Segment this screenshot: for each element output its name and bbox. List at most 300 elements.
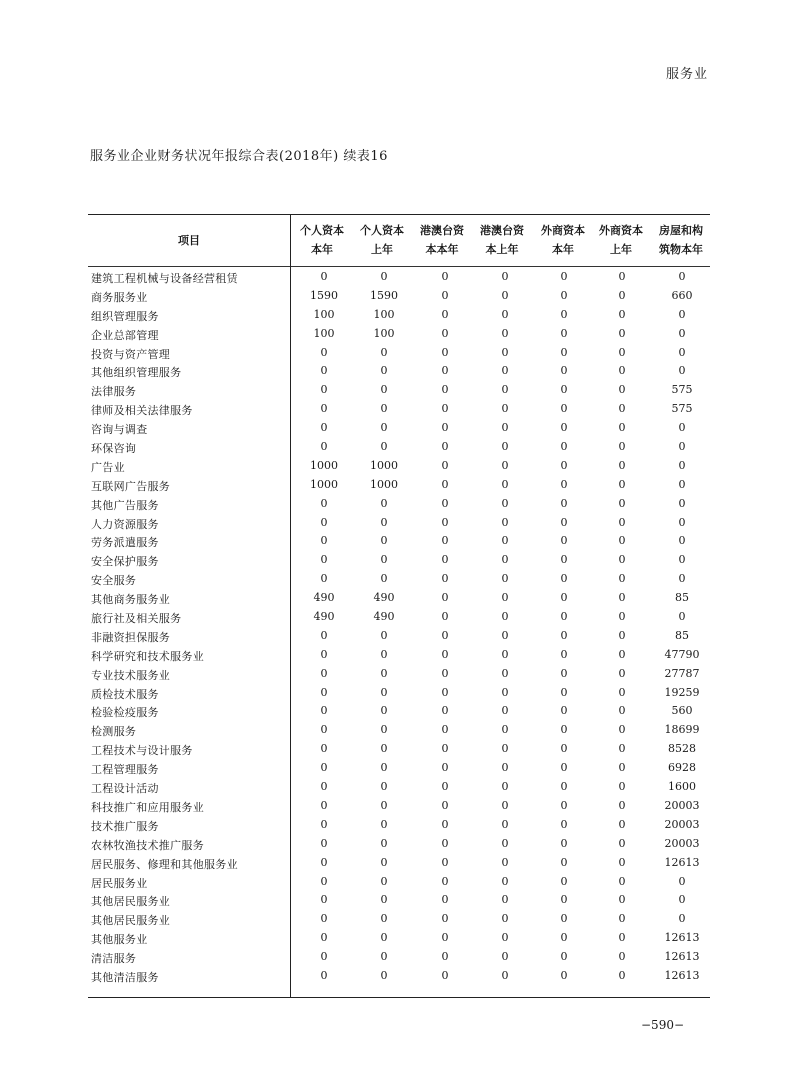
table-cell: 0 xyxy=(560,421,568,435)
table-cell: 12613 xyxy=(664,855,700,869)
table-cell: 0 xyxy=(320,761,328,775)
table-cell: 0 xyxy=(320,893,328,907)
row-label: 清洁服务 xyxy=(91,952,137,966)
table-row xyxy=(88,836,710,855)
row-label: 商务服务业 xyxy=(91,290,148,304)
table-cell: 0 xyxy=(501,893,509,907)
table-cell: 0 xyxy=(380,572,388,586)
table-cell: 0 xyxy=(380,761,388,775)
row-label: 劳务派遣服务 xyxy=(91,536,159,550)
table-cell: 0 xyxy=(560,307,568,321)
table-cell: 0 xyxy=(380,723,388,737)
table-cell: 0 xyxy=(380,912,388,926)
table-cell: 0 xyxy=(501,685,509,699)
column-header-hk-macao-taiwan-current: 港澳台资 本本年 xyxy=(420,224,464,256)
table-cell: 0 xyxy=(501,572,509,586)
table-cell: 0 xyxy=(380,402,388,416)
table-row xyxy=(88,590,710,609)
table-cell: 560 xyxy=(671,704,693,718)
table-cell: 0 xyxy=(560,458,568,472)
table-cell: 0 xyxy=(560,440,568,454)
table-cell: 575 xyxy=(671,402,693,416)
row-label: 其他清洁服务 xyxy=(91,970,159,984)
table-row xyxy=(88,798,710,817)
table-cell: 0 xyxy=(320,402,328,416)
table-cell: 18699 xyxy=(664,723,700,737)
table-cell: 0 xyxy=(501,326,509,340)
table-cell: 0 xyxy=(501,270,509,283)
row-label: 企业总部管理 xyxy=(91,328,159,342)
table-cell: 0 xyxy=(501,798,509,812)
table-cell: 20003 xyxy=(664,798,700,812)
table-cell: 0 xyxy=(678,515,686,529)
table-cell: 0 xyxy=(441,685,449,699)
table-cell: 0 xyxy=(441,817,449,831)
table-cell: 0 xyxy=(618,761,626,775)
table-cell: 27787 xyxy=(664,666,700,680)
table-cell: 1590 xyxy=(370,288,398,302)
table-row xyxy=(88,533,710,552)
table-cell: 0 xyxy=(380,270,388,283)
table-cell: 0 xyxy=(320,836,328,850)
table-cell: 0 xyxy=(618,553,626,567)
row-label: 农林牧渔技术推广服务 xyxy=(91,838,204,852)
table-row xyxy=(88,817,710,836)
table-cell: 0 xyxy=(618,458,626,472)
row-label: 其他广告服务 xyxy=(91,498,159,512)
table-cell: 0 xyxy=(618,874,626,888)
table-cell: 0 xyxy=(501,723,509,737)
table-cell: 0 xyxy=(560,704,568,718)
table-cell: 0 xyxy=(560,817,568,831)
table-cell: 0 xyxy=(618,307,626,321)
table-cell: 0 xyxy=(560,761,568,775)
table-cell: 0 xyxy=(618,383,626,397)
table-cell: 0 xyxy=(501,440,509,454)
table-row xyxy=(88,363,710,382)
table-cell: 20003 xyxy=(664,836,700,850)
table-cell: 0 xyxy=(501,553,509,567)
row-label: 工程管理服务 xyxy=(91,763,159,777)
table-cell: 0 xyxy=(560,931,568,945)
table-cell: 0 xyxy=(380,836,388,850)
table-row xyxy=(88,571,710,590)
table-cell: 0 xyxy=(320,912,328,926)
table-cell: 0 xyxy=(501,912,509,926)
table-cell: 0 xyxy=(618,628,626,642)
table-cell: 0 xyxy=(678,534,686,548)
row-label: 旅行社及相关服务 xyxy=(91,612,182,626)
table-cell: 0 xyxy=(501,458,509,472)
table-row xyxy=(88,892,710,911)
table-bottom-rule xyxy=(88,997,710,998)
table-cell: 12613 xyxy=(664,931,700,945)
row-label: 其他服务业 xyxy=(91,933,148,947)
table-cell: 0 xyxy=(501,364,509,378)
table-cell: 0 xyxy=(320,534,328,548)
table-row xyxy=(88,911,710,930)
page-number: −590− xyxy=(641,1018,685,1032)
table-row xyxy=(88,401,710,420)
table-cell: 0 xyxy=(501,477,509,491)
table-cell: 0 xyxy=(441,402,449,416)
table-row xyxy=(88,685,710,704)
table-row xyxy=(88,288,710,307)
table-cell: 0 xyxy=(380,628,388,642)
row-label: 科学研究和技术服务业 xyxy=(91,649,204,663)
table-cell: 0 xyxy=(441,591,449,605)
table-cell: 0 xyxy=(441,874,449,888)
table-cell: 575 xyxy=(671,383,693,397)
row-label: 其他组织管理服务 xyxy=(91,366,182,380)
table-cell: 0 xyxy=(320,421,328,435)
table-cell: 0 xyxy=(380,685,388,699)
table-cell: 0 xyxy=(380,534,388,548)
table-cell: 0 xyxy=(618,326,626,340)
table-cell: 0 xyxy=(380,855,388,869)
table-cell: 0 xyxy=(380,968,388,982)
row-label: 咨询与调查 xyxy=(91,423,148,437)
table-cell: 0 xyxy=(501,836,509,850)
table-cell: 0 xyxy=(320,855,328,869)
table-row xyxy=(88,326,710,345)
table-cell: 0 xyxy=(320,798,328,812)
table-cell: 0 xyxy=(560,912,568,926)
table-cell: 0 xyxy=(320,553,328,567)
table-cell: 0 xyxy=(380,780,388,794)
table-cell: 0 xyxy=(320,572,328,586)
row-label: 安全服务 xyxy=(91,574,137,588)
row-label: 工程技术与设计服务 xyxy=(91,744,193,758)
table-cell: 0 xyxy=(380,874,388,888)
table-cell: 0 xyxy=(560,855,568,869)
table-cell: 0 xyxy=(618,647,626,661)
column-header-foreign-capital-current: 外商资本 本年 xyxy=(541,224,585,256)
table-cell: 8528 xyxy=(668,742,696,756)
table-cell: 1600 xyxy=(668,780,696,794)
table-cell: 0 xyxy=(618,477,626,491)
table-cell: 0 xyxy=(380,364,388,378)
table-cell: 0 xyxy=(501,496,509,510)
column-header-hk-macao-taiwan-previous: 港澳台资 本上年 xyxy=(480,224,524,256)
table-cell: 0 xyxy=(618,345,626,359)
table-row xyxy=(88,647,710,666)
table-cell: 0 xyxy=(618,440,626,454)
table-cell: 0 xyxy=(441,931,449,945)
table-row xyxy=(88,760,710,779)
row-label: 专业技术服务业 xyxy=(91,668,171,682)
table-cell: 0 xyxy=(380,950,388,964)
table-cell: 0 xyxy=(678,553,686,567)
table-cell: 0 xyxy=(441,307,449,321)
table-cell: 0 xyxy=(501,610,509,624)
table-cell: 0 xyxy=(560,383,568,397)
table-cell: 0 xyxy=(441,477,449,491)
table-cell: 0 xyxy=(501,761,509,775)
row-label: 投资与资产管理 xyxy=(91,347,171,361)
table-cell: 0 xyxy=(560,893,568,907)
table-cell: 0 xyxy=(560,364,568,378)
table-cell: 0 xyxy=(678,326,686,340)
table-cell: 490 xyxy=(313,591,335,605)
table-cell: 0 xyxy=(618,402,626,416)
table-cell: 0 xyxy=(501,288,509,302)
table-cell: 0 xyxy=(441,326,449,340)
table-cell: 0 xyxy=(441,912,449,926)
table-cell: 0 xyxy=(560,553,568,567)
table-cell: 0 xyxy=(618,931,626,945)
table-cell: 0 xyxy=(441,572,449,586)
table-cell: 0 xyxy=(560,798,568,812)
table-cell: 0 xyxy=(501,855,509,869)
table-cell: 0 xyxy=(501,742,509,756)
table-row xyxy=(88,930,710,949)
row-label: 组织管理服务 xyxy=(91,309,159,323)
table-row xyxy=(88,269,710,288)
column-header-foreign-capital-previous: 外商资本 上年 xyxy=(599,224,643,256)
table-cell: 0 xyxy=(501,780,509,794)
table-cell: 0 xyxy=(380,704,388,718)
table-cell: 0 xyxy=(380,798,388,812)
table-cell: 0 xyxy=(320,440,328,454)
table-cell: 0 xyxy=(441,666,449,680)
table-cell: 0 xyxy=(380,666,388,680)
table-cell: 0 xyxy=(560,345,568,359)
table-cell: 0 xyxy=(441,742,449,756)
table-cell: 0 xyxy=(501,402,509,416)
table-row xyxy=(88,439,710,458)
table-cell: 0 xyxy=(618,364,626,378)
table-cell: 0 xyxy=(501,968,509,982)
table-cell: 0 xyxy=(560,723,568,737)
table-cell: 0 xyxy=(320,270,328,283)
table-cell: 0 xyxy=(320,874,328,888)
table-cell: 0 xyxy=(441,421,449,435)
table-cell: 0 xyxy=(560,647,568,661)
table-cell: 0 xyxy=(320,647,328,661)
row-label: 建筑工程机械与设备经营租赁 xyxy=(91,272,238,285)
table-cell: 0 xyxy=(618,723,626,737)
table-cell: 47790 xyxy=(664,647,700,661)
table-cell: 0 xyxy=(618,496,626,510)
table-row xyxy=(88,609,710,628)
table-row xyxy=(88,666,710,685)
table-cell: 0 xyxy=(618,515,626,529)
table-cell: 0 xyxy=(380,383,388,397)
table-cell: 85 xyxy=(675,628,689,642)
table-cell: 0 xyxy=(501,931,509,945)
table-cell: 0 xyxy=(618,893,626,907)
table-cell: 0 xyxy=(320,515,328,529)
table-cell: 0 xyxy=(380,742,388,756)
table-cell: 0 xyxy=(618,742,626,756)
table-cell: 1590 xyxy=(310,288,338,302)
table-cell: 0 xyxy=(441,270,449,283)
table-cell: 0 xyxy=(441,647,449,661)
table-row xyxy=(88,420,710,439)
row-label: 其他居民服务业 xyxy=(91,895,171,909)
table-cell: 0 xyxy=(441,780,449,794)
table-cell: 0 xyxy=(560,326,568,340)
table-cell: 0 xyxy=(560,572,568,586)
table-cell: 0 xyxy=(618,836,626,850)
table-cell: 0 xyxy=(618,855,626,869)
table-cell: 0 xyxy=(618,270,626,283)
table-cell: 0 xyxy=(320,685,328,699)
table-cell: 0 xyxy=(618,610,626,624)
table-row xyxy=(88,515,710,534)
table-cell: 20003 xyxy=(664,817,700,831)
table-cell: 0 xyxy=(560,496,568,510)
table-cell: 0 xyxy=(380,440,388,454)
table-cell: 0 xyxy=(320,383,328,397)
row-label: 居民服务业 xyxy=(91,876,148,890)
table-cell: 0 xyxy=(320,742,328,756)
table-cell: 0 xyxy=(320,666,328,680)
table-cell: 1000 xyxy=(370,477,398,491)
table-cell: 0 xyxy=(441,515,449,529)
table-cell: 0 xyxy=(441,950,449,964)
table-cell: 0 xyxy=(320,704,328,718)
table-row xyxy=(88,496,710,515)
table-cell: 0 xyxy=(560,666,568,680)
table-cell: 0 xyxy=(678,270,686,283)
table-cell: 660 xyxy=(671,288,693,302)
row-label: 安全保护服务 xyxy=(91,555,159,569)
table-cell: 0 xyxy=(441,836,449,850)
table-cell: 0 xyxy=(380,647,388,661)
row-label: 质检技术服务 xyxy=(91,687,159,701)
row-label: 工程设计活动 xyxy=(91,782,159,796)
table-cell: 0 xyxy=(441,364,449,378)
table-row xyxy=(88,855,710,874)
table-cell: 12613 xyxy=(664,950,700,964)
table-cell: 0 xyxy=(441,968,449,982)
table-row xyxy=(88,874,710,893)
table-cell: 0 xyxy=(678,477,686,491)
table-cell: 0 xyxy=(441,440,449,454)
table-cell: 0 xyxy=(678,345,686,359)
table-cell: 100 xyxy=(313,326,335,340)
table-cell: 0 xyxy=(441,383,449,397)
table-cell: 0 xyxy=(320,780,328,794)
table-title: 服务业企业财务状况年报综合表(2018年) 续表16 xyxy=(90,149,388,164)
table-cell: 0 xyxy=(618,704,626,718)
table-cell: 12613 xyxy=(664,968,700,982)
table-cell: 0 xyxy=(618,968,626,982)
table-cell: 0 xyxy=(618,685,626,699)
table-cell: 0 xyxy=(501,345,509,359)
table-cell: 100 xyxy=(373,326,395,340)
table-cell: 0 xyxy=(320,950,328,964)
table-row xyxy=(88,968,710,987)
table-cell: 0 xyxy=(380,515,388,529)
row-label: 技术推广服务 xyxy=(91,819,159,833)
row-label: 互联网广告服务 xyxy=(91,479,171,493)
row-label: 居民服务、修理和其他服务业 xyxy=(91,857,238,871)
row-label: 人力资源服务 xyxy=(91,517,159,531)
table-cell: 0 xyxy=(441,628,449,642)
row-label: 检测服务 xyxy=(91,725,137,739)
table-cell: 0 xyxy=(501,647,509,661)
table-cell: 0 xyxy=(618,666,626,680)
table-cell: 0 xyxy=(501,666,509,680)
table-cell: 0 xyxy=(560,610,568,624)
table-cell: 100 xyxy=(373,307,395,321)
table-cell: 0 xyxy=(618,817,626,831)
table-cell: 490 xyxy=(313,610,335,624)
table-cell: 0 xyxy=(678,572,686,586)
column-header-buildings-current: 房屋和构 筑物本年 xyxy=(659,224,703,256)
table-cell: 0 xyxy=(560,742,568,756)
table-cell: 0 xyxy=(560,288,568,302)
table-cell: 19259 xyxy=(664,685,700,699)
table-cell: 0 xyxy=(618,912,626,926)
row-label: 法律服务 xyxy=(91,385,137,399)
table-cell: 0 xyxy=(320,817,328,831)
table-row xyxy=(88,779,710,798)
table-cell: 0 xyxy=(441,704,449,718)
table-cell: 1000 xyxy=(370,458,398,472)
table-row xyxy=(88,477,710,496)
table-cell: 0 xyxy=(560,534,568,548)
table-row xyxy=(88,307,710,326)
table-cell: 0 xyxy=(380,421,388,435)
table-cell: 0 xyxy=(618,288,626,302)
table-cell: 0 xyxy=(560,402,568,416)
table-cell: 0 xyxy=(501,515,509,529)
table-cell: 0 xyxy=(441,893,449,907)
column-header-item: 项目 xyxy=(178,233,200,247)
table-cell: 490 xyxy=(373,610,395,624)
table-cell: 0 xyxy=(320,628,328,642)
table-cell: 0 xyxy=(441,723,449,737)
table-cell: 0 xyxy=(678,307,686,321)
row-label: 其他居民服务业 xyxy=(91,914,171,928)
table-cell: 0 xyxy=(441,855,449,869)
table-cell: 0 xyxy=(618,572,626,586)
row-label: 非融资担保服务 xyxy=(91,630,171,644)
table-cell: 0 xyxy=(618,591,626,605)
table-cell: 0 xyxy=(501,950,509,964)
table-cell: 0 xyxy=(320,364,328,378)
table-cell: 1000 xyxy=(310,477,338,491)
section-header: 服务业 xyxy=(665,67,708,82)
table-cell: 100 xyxy=(313,307,335,321)
table-row xyxy=(88,741,710,760)
table-cell: 0 xyxy=(441,288,449,302)
row-label: 律师及相关法律服务 xyxy=(91,404,193,418)
table-cell: 0 xyxy=(320,345,328,359)
table-cell: 0 xyxy=(678,610,686,624)
table-cell: 0 xyxy=(560,874,568,888)
row-label: 检验检疫服务 xyxy=(91,706,159,720)
row-label: 环保咨询 xyxy=(91,442,137,456)
table-body xyxy=(88,269,710,987)
table-row xyxy=(88,722,710,741)
table-cell: 0 xyxy=(441,458,449,472)
table-cell: 0 xyxy=(380,817,388,831)
table-cell: 0 xyxy=(560,836,568,850)
table-cell: 0 xyxy=(501,704,509,718)
table-cell: 0 xyxy=(560,968,568,982)
table-cell: 0 xyxy=(560,270,568,283)
column-header-personal-capital-previous: 个人资本 上年 xyxy=(360,224,404,256)
table-cell: 0 xyxy=(678,458,686,472)
table-cell: 0 xyxy=(441,534,449,548)
table-cell: 85 xyxy=(675,591,689,605)
table-cell: 0 xyxy=(320,968,328,982)
